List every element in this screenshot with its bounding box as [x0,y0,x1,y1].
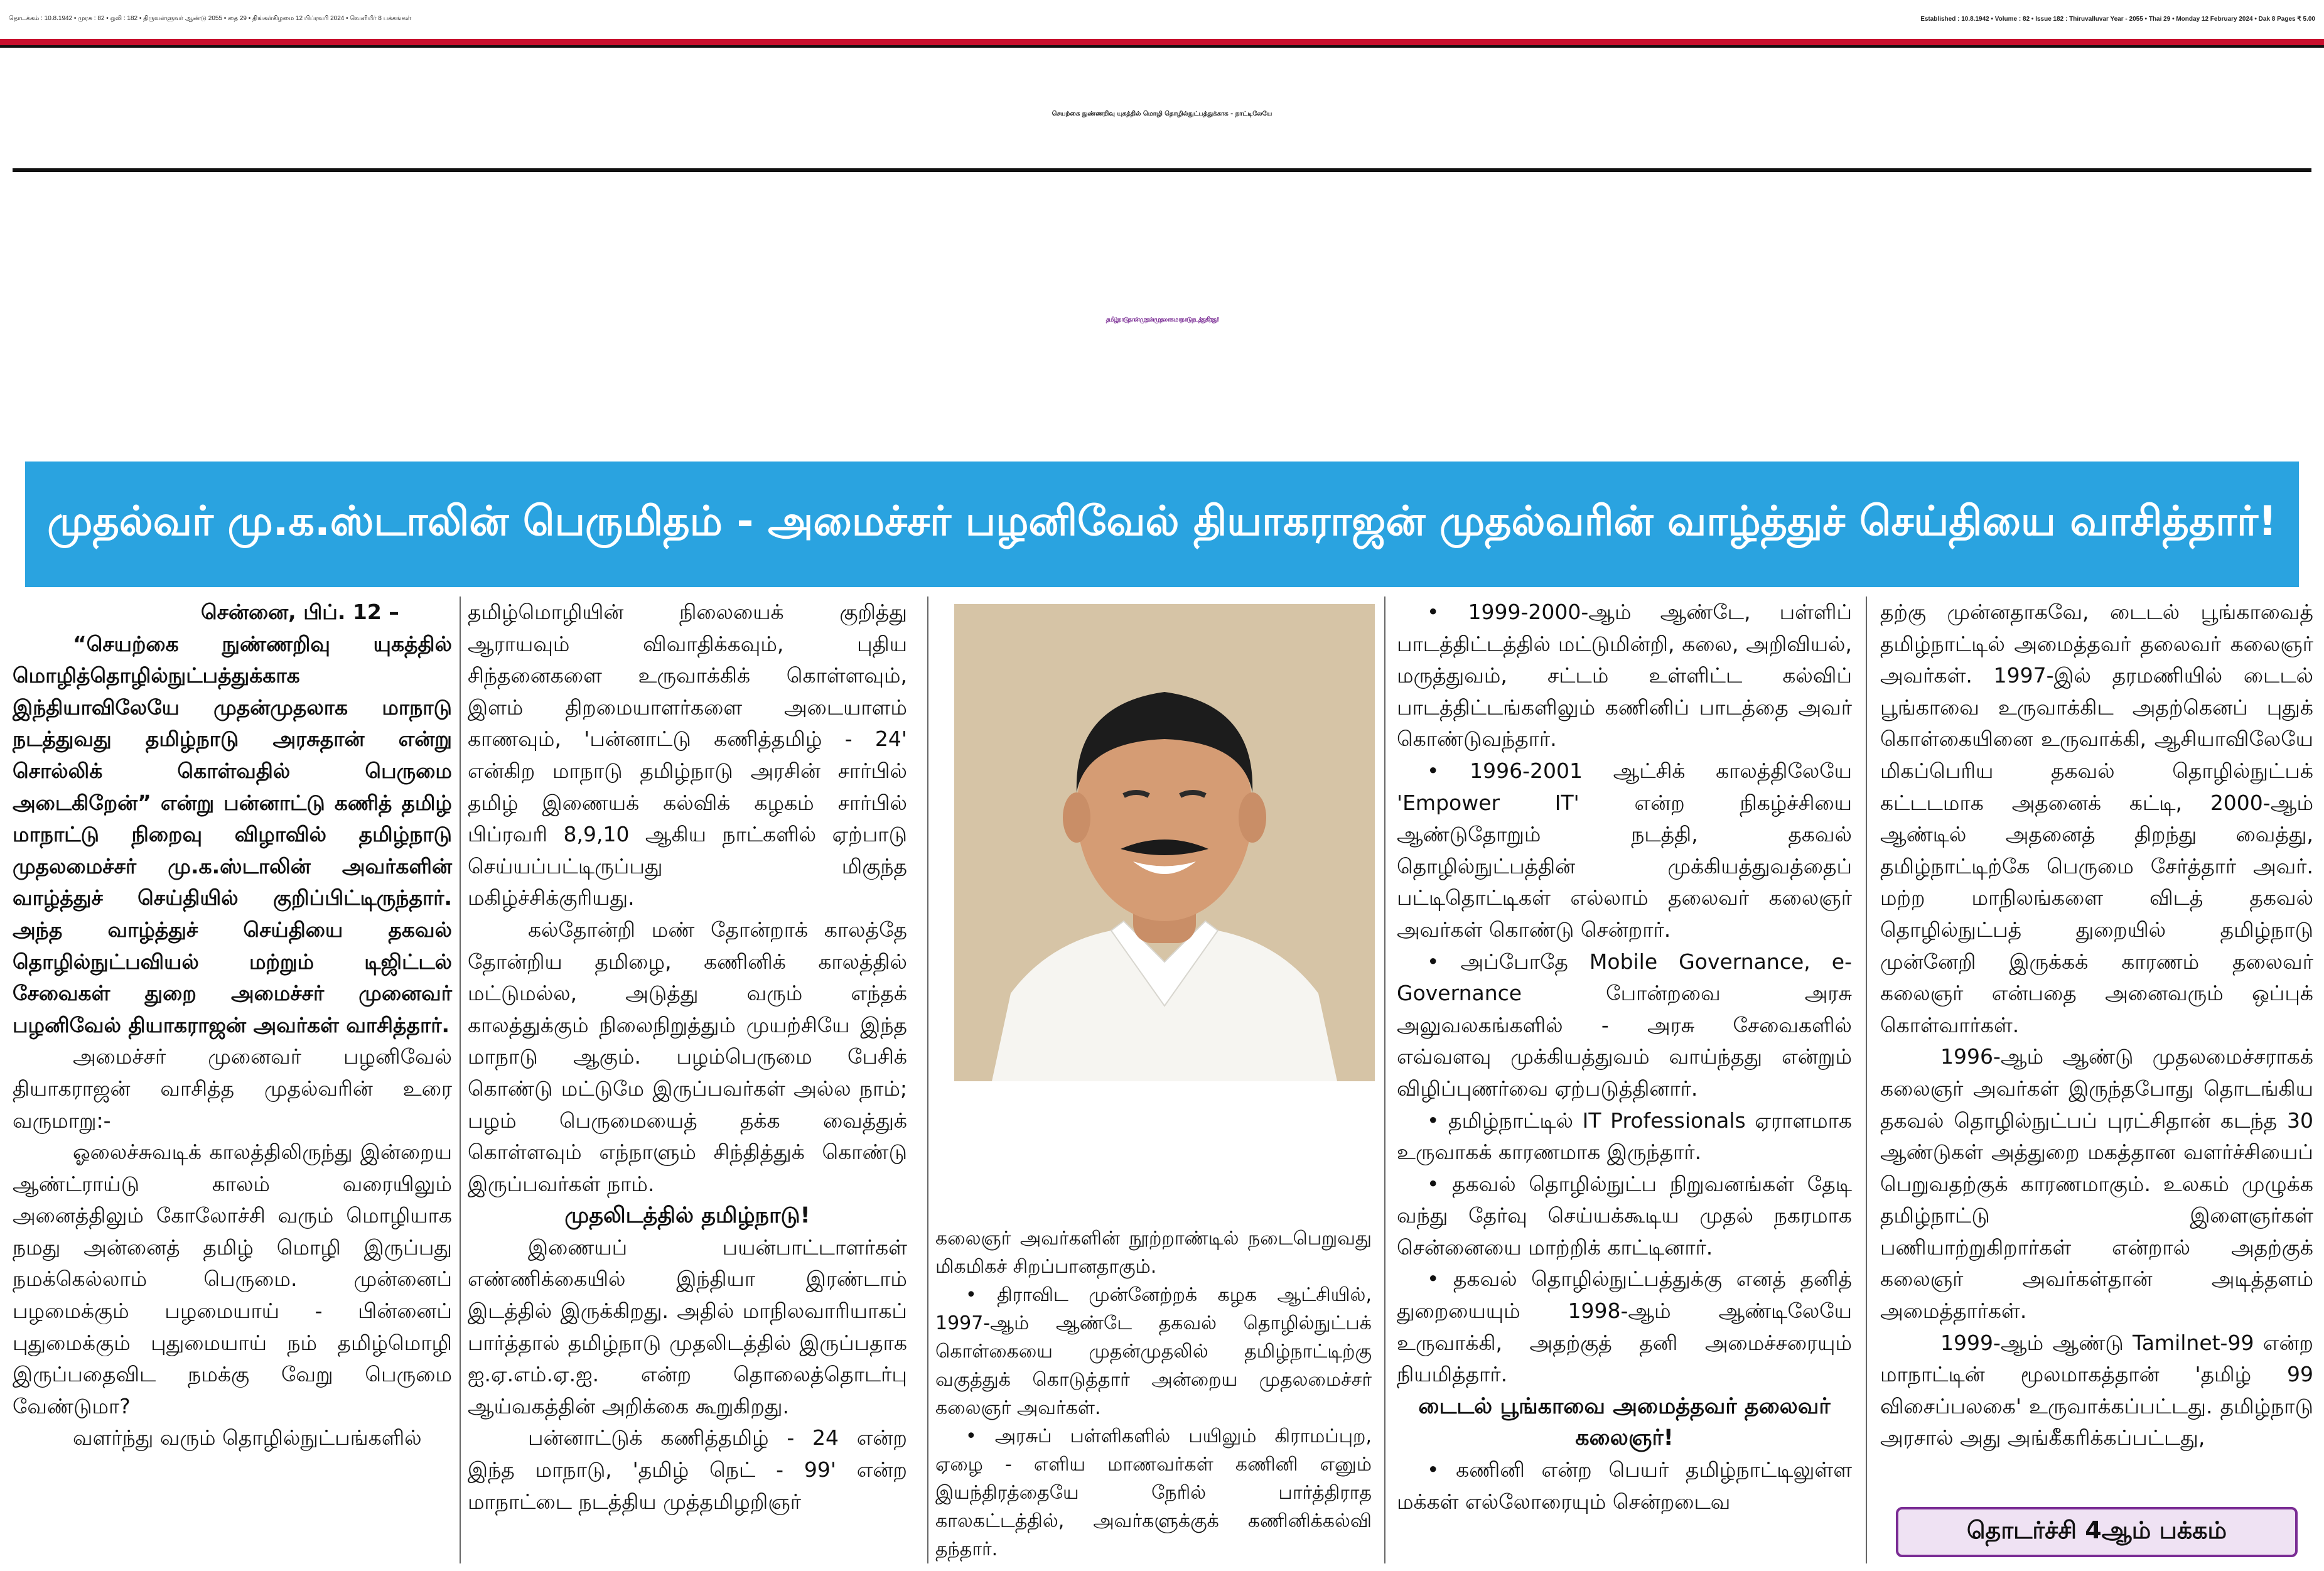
bullet-paragraph: • அரசுப் பள்ளிகளில் பயிலும் கிராமப்புற, ஏழை - எளிய மாணவர்கள் கணினி எனும் இயந்திரத்தையே நேரில் பார்த்திராத காலகட்டத்தில், அவர்களுக்குக் கணினிக்கல்வி தந்தார். [935,1425,1372,1560]
article-paragraph: தமிழ்மொழியின் நிலையைக் குறித்து ஆராயவும் விவாதிக்கவும், புதிய சிந்தனைகளை உருவாக்கிக் கொள்ளவும், இளம் திறமையாளர்களை அடையாளம் காணவும், 'பன்னாட்டு கணித்தமிழ் - 24' என்கிற மாநாடு தமிழ்நாடு அரசின் சார்பில் தமிழ் இணையக் கல்விக் கழகம் சார்பில் பிப்ரவரி 8,9,10 ஆகிய நாட்களில் ஏற்பாடு செய்யப்பட்டிருப்பது மிகுந்த மகிழ்ச்சிக்குரியது. [468,600,907,910]
article-paragraph: 1999-ஆம் ஆண்டு Tamilnet-99 என்ற மாநாட்டின் மூலமாகத்தான் 'தமிழ் 99 விசைப்பலகை' உருவாக்கப்பட்டது. தமிழ்நாடு அரசால் அது அங்கீகரிக்கப்பட்டது, [1880,1330,2313,1450]
column-divider [1866,597,1867,1563]
main-headline: தமிழ்நாடுதான் முதன் முதலாக மாநாடு நடத்துகிறது! [1106,316,1218,323]
dateline: சென்னை, பிப். 12 – [201,600,399,624]
bullet-paragraph: • 1996-2001 ஆட்சிக் காலத்திலேயே 'Empower IT' என்ற நிகழ்ச்சியை ஆண்டுதோறும் நடத்தி, தகவல் தொழில்நுட்பத்தின் முக்கியத்துவத்தைப் பட்டிதொட்டிகள் எல்லாம் தலைவர் கலைஞர் அவர்கள் கொண்டு சென்றார். [1397,758,1852,942]
article-column-3 [935,1224,1372,1563]
article-paragraph: தற்கு முன்னதாகவே, டைடல் பூங்காவைத் தமிழ்நாட்டில் அமைத்தவர் தலைவர் கலைஞர் அவர்கள். 1997-இல் தரமணியில் டைடல் பூங்காவை உருவாக்கிட அதற்கெனப் புதுக் கொள்கையினை உருவாக்கி, ஆசியாவிலேயே மிகப்பெரிய தகவல் தொழில்நுட்பக் கட்டடமாக அதனைக் கட்டி, 2000-ஆம் ஆண்டில் அதனைத் திறந்து வைத்து, தமிழ்நாட்டிற்கே பெருமை சேர்த்தார் அவர். மற்ற மாநிலங்களை விடத் தகவல் தொழில்நுட்பத் துறையில் தமிழ்நாடு முன்னேறி இருக்கக் காரணம் தலைவர் கலைஞர் என்பதை அனைவரும் ஒப்புக் கொள்வார்கள். [1880,600,2313,1037]
section-subheading: டைடல் பூங்காவை அமைத்தவர் தலைவர் கலைஞர்! [1418,1393,1831,1451]
masthead [0,0,2324,38]
article-paragraph: ஓலைச்சுவடிக் காலத்திலிருந்து இன்றைய ஆண்ட்ராய்டு காலம் வரையிலும் அனைத்திலும் கோலோச்சி வரும் மொழியாக நமது அன்னைத் தமிழ் மொழி இருப்பது நமக்கெல்லாம் பெருமை. முன்னைப் பழமைக்கும் பழமையாய் - பின்னைப் புதுமைக்கும் புதுமையாய் நம் தமிழ்மொழி இருப்பதைவிட நமக்கு வேறு பெருமை வேண்டுமா? [13,1140,452,1418]
bullet-paragraph: • தகவல் தொழில்நுட்ப நிறுவனங்கள் தேடி வந்து தேர்வு செய்யக்கூடிய முதல் நகரமாக சென்னையை மாற்றிக் காட்டினார். [1397,1171,1852,1260]
masthead-black-rule [0,45,2324,48]
article-paragraph: பன்னாட்டுக் கணித்தமிழ் - 24 என்ற இந்த மாநாடு, 'தமிழ் நெட் - 99' என்ற மாநாட்டை நடத்திய முத்தமிழறிஞர் [468,1425,907,1514]
bullet-paragraph: • தகவல் தொழில்நுட்பத்துக்கு எனத் தனித் துறையையும் 1998-ஆம் ஆண்டிலேயே உருவாக்கி, அதற்குத் தனி அமைச்சரையும் நியமித்தார். [1397,1266,1852,1387]
article-paragraph: கல்தோன்றி மண் தோன்றாக் காலத்தே தோன்றிய தமிழை, கணினிக் காலத்தில் மட்டுமல்ல, அடுத்து வரும் எந்தக் காலத்துக்கும் நிலைநிறுத்தும் முயற்சியே இந்த மாநாடு ஆகும். பழம்பெருமை பேசிக் கொண்டு மட்டுமே இருப்பவர்கள் அல்ல நாம்; பழம் பெருமையைத் தக்க வைத்துக் கொள்ளவும் எந்நாளும் சிந்தித்துக் கொண்டு இருப்பவர்கள் நாம். [468,917,907,1196]
masthead-red-rule [0,39,2324,45]
column-divider [460,597,461,1563]
subheadline-banner [25,462,2299,587]
article-column-5 [1880,597,2313,1454]
bullet-paragraph: • திராவிட முன்னேற்றக் கழக ஆட்சியில், 1997-ஆம் ஆண்டே தகவல் தொழில்நுட்பக் கொள்கையை முதன்முதலில் தமிழ்நாட்டிற்கு வகுத்துக் கொடுத்தார் அன்றைய முதலமைச்சர் கலைஞர் அவர்கள். [935,1284,1372,1419]
kicker-headline: செயற்கை நுண்ணறிவு யுகத்தில் மொழி தொழில்நுட்பத்துக்காக - நாட்டிலேயே [1052,111,1272,117]
section-subheading: முதலிடத்தில் தமிழ்நாடு! [564,1203,810,1229]
bullet-paragraph: • அப்போதே Mobile Governance, e-Governance போன்றவை அரசு அலுவலகங்களில் - அரசு சேவைகளில் எவ்வளவு முக்கியத்துவம் வாய்ந்தது என்றும் விழிப்புணர்வை ஏற்படுத்தினார். [1397,949,1852,1101]
article-paragraph: அமைச்சர் முனைவர் பழனிவேல் தியாகராஜன் வாசித்த முதல்வரின் உரை வருமாறு:- [13,1044,452,1133]
masthead-tamil-info: தொடக்கம் : 10.8.1942 • முரசு : 82 • ஒலி : 182 • திருவள்ளுவர் ஆண்டு 2055 • தை 29 • திங்கள்கிழமை 12 பிப்ரவரி 2024 • வெளியீர் 8 பக்கங்கள் [9,15,412,22]
article-paragraph: இணையப் பயன்பாட்டாளர்கள் எண்ணிக்கையில் இந்தியா இரண்டாம் இடத்தில் இருக்கிறது. அதில் மாநிலவாரியாகப் பார்த்தால் தமிழ்நாடு முதலிடத்தில் இருப்பதாக ஐ.ஏ.எம்.ஏ.ஐ. என்ற தொலைத்தொடர்பு ஆய்வகத்தின் அறிக்கை கூறுகிறது. [468,1234,907,1418]
column-divider [1384,597,1385,1563]
chief-minister-photo [954,604,1375,1081]
kicker-underline [13,168,2311,172]
article-paragraph: கலைஞர் அவர்களின் நூற்றாண்டில் நடைபெறுவது மிகமிகச் சிறப்பானதாகும். [935,1228,1372,1278]
column-divider [927,597,928,1563]
continued-label: தொடர்ச்சி 4ஆம் பக்கம் [1966,1516,2227,1544]
bullet-paragraph: • தமிழ்நாட்டில் IT Professionals ஏராளமாக உருவாகக் காரணமாக இருந்தார். [1397,1108,1852,1165]
article-paragraph: வளர்ந்து வரும் தொழில்நுட்பங்களில் [73,1425,422,1450]
article-column-1 [13,597,452,1454]
bullet-paragraph: • 1999-2000-ஆம் ஆண்டே, பள்ளிப் பாடத்திட்டத்தில் மட்டுமின்றி, கலை, அறிவியல், மருத்துவம், சட்டம் உள்ளிட்ட கல்விப் பாடத்திட்டங்களிலும் கணினிப் பாடத்தை அவர் கொண்டுவந்தார். [1397,600,1852,752]
subheadline-text: முதல்வர் மு.க.ஸ்டாலின் பெருமிதம் - அமைச்சர் பழனிவேல் தியாகராஜன் முதல்வரின் வாழ்த்துச் செய்தியை வாசித்தார்! [47,498,2277,545]
article-paragraph: “செயற்கை நுண்ணறிவு யுகத்தில் மொழித்தொழில்நுட்பத்துக்காக இந்தியாவிலேயே முதன்முதலாக மாநாடு நடத்துவது தமிழ்நாடு அரசுதான் என்று சொல்லிக் கொள்வதில் பெருமை அடைகிறேன்” என்று பன்னாட்டு கணித் தமிழ் மாநாட்டு நிறைவு விழாவில் தமிழ்நாடு முதலமைச்சர் மு.க.ஸ்டாலின் அவர்களின் வாழ்த்துச் செய்தியில் குறிப்பிட்டிருந்தார். அந்த வாழ்த்துச் செய்தியை தகவல் தொழில்நுட்பவியல் மற்றும் டிஜிட்டல் சேவைகள் துறை அமைச்சர் முனைவர் பழனிவேல் தியாகராஜன் அவர்கள் வாசித்தார். [13,631,452,1037]
masthead-english-info: Established : 10.8.1942 • Volume : 82 • Issue 182 : Thiruvalluvar Year - 2055 • Thai 29 • Monday 12 February 2024 • Dak 8 Pages ₹ 5.00 [1920,15,2315,23]
continued-on-page-box[interactable] [1896,1507,2298,1557]
bullet-paragraph: • கணினி என்ற பெயர் தமிழ்நாட்டிலுள்ள மக்கள் எல்லோரையும் சென்றடைவ [1397,1457,1852,1514]
article-paragraph: 1996-ஆம் ஆண்டு முதலமைச்சராகக் கலைஞர் அவர்கள் இருந்தபோது தொடங்கிய தகவல் தொழில்நுட்பப் புரட்சிதான் கடந்த 30 ஆண்டுகள் அத்துறை மகத்தான வளர்ச்சியைப் பெறுவதற்குக் காரணமாகும். உலகம் முழுக்க தமிழ்நாட்டு இளைஞர்கள் பணியாற்றுகிறார்கள் என்றால் அதற்குக் கலைஞர் அவர்கள்தான் அடித்தளம் அமைத்தார்கள். [1880,1044,2313,1324]
article-column-2 [468,597,907,1518]
article-column-4 [1397,597,1852,1518]
